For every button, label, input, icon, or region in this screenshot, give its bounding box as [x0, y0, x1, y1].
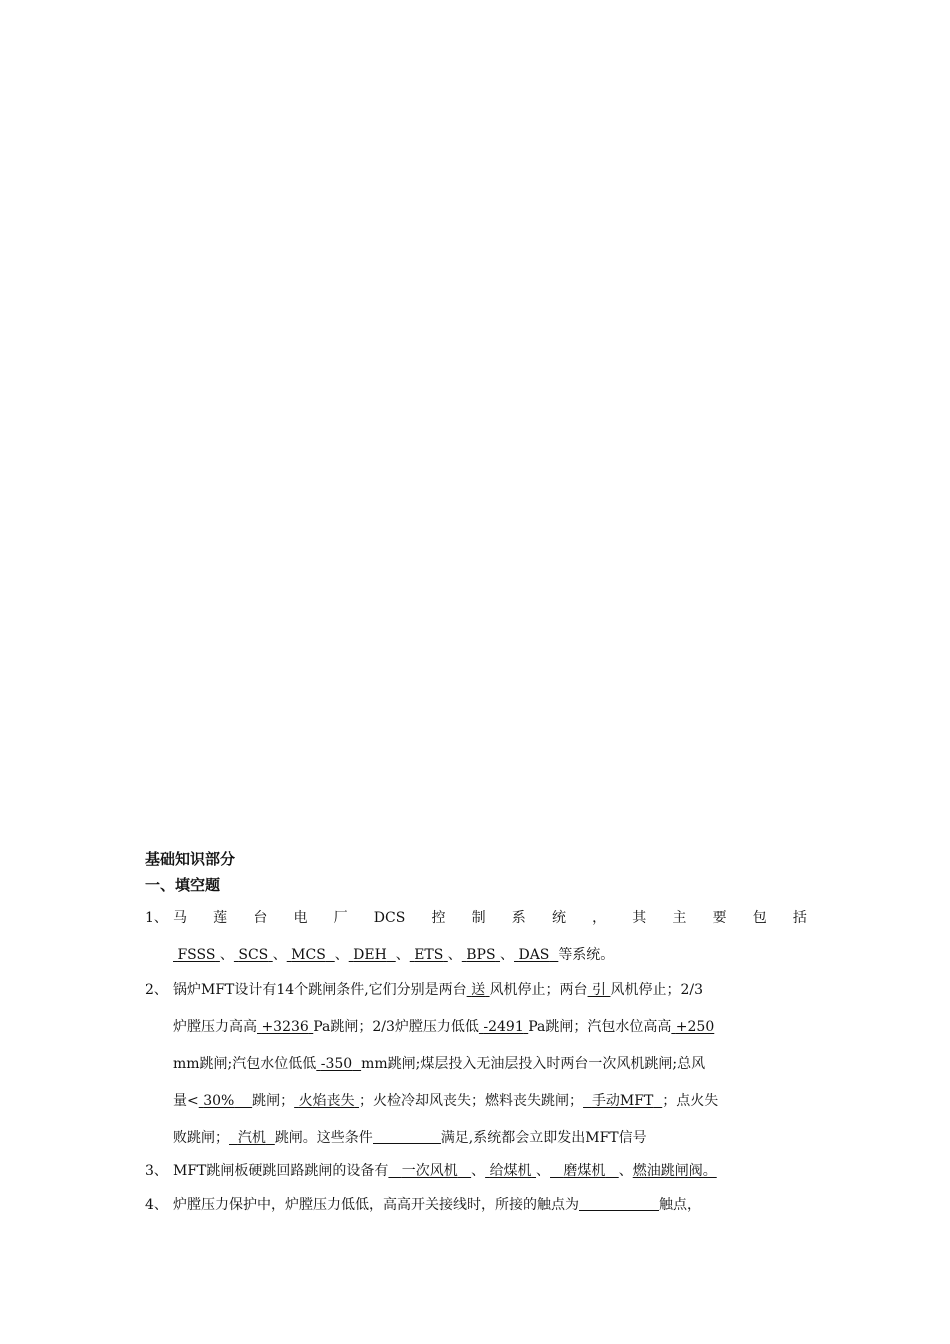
q1-answer-deh: DEH — [353, 947, 387, 963]
q2-line-3: mm跳闸;汽包水位低低 -350 mm跳闸;煤层投入无油层投入时两台一次风机跳闸;总风 — [173, 1056, 706, 1072]
q1-line-1 — [173, 909, 807, 927]
q1-char: 括 — [792, 910, 807, 926]
q3-line: MFT跳闸板硬跳回路跳闸的设备有 一次风机 、 给煤机 、 磨煤机 、燃油跳闸阀。 — [173, 1163, 717, 1179]
q4-number: 4、 — [145, 1197, 168, 1213]
q1-char: 电 — [293, 910, 308, 926]
q2-blank-level-low: -350 — [320, 1056, 353, 1072]
q1-char: 台 — [253, 910, 268, 926]
q1-char: 统 — [551, 910, 566, 926]
q1-char: 主 — [672, 910, 687, 926]
q1-char: ， — [592, 910, 607, 926]
q3-blank-mill: 磨煤机 — [563, 1163, 606, 1179]
q4-line: 炉膛压力保护中，炉膛压力低低，高高开关接线时，所接的触点为 触点， — [173, 1197, 701, 1213]
q2-line-4: 量< 30% 跳闸； 火焰丧失 ；火检冷却风丧失；燃料丧失跳闸； 手动MFT ；点火失 — [173, 1093, 719, 1109]
q2-empty-blank — [373, 1129, 441, 1144]
q1-answer-scs: SCS — [238, 947, 269, 963]
q1-char: 控 — [431, 910, 446, 926]
q2-blank-turbine: 汽机 — [237, 1130, 266, 1146]
q1-answer-das: DAS — [518, 947, 550, 963]
q1-char: DCS — [373, 910, 406, 926]
q1-char: 包 — [752, 910, 767, 926]
q4-empty-blank — [579, 1196, 659, 1211]
q2-blank-pressure-low: -2491 — [483, 1019, 524, 1035]
q1-char: 莲 — [213, 910, 228, 926]
q2-line-5: 败跳闸； 汽机 跳闸。这些条件 满足,系统都会立即发出MFT信号 — [173, 1130, 647, 1146]
q1-char: 要 — [712, 910, 727, 926]
q1-char: 厂 — [333, 910, 348, 926]
q3-number: 3、 — [145, 1163, 168, 1179]
q1-char: 其 — [632, 910, 647, 926]
q3-blank-feeder: 给煤机 — [489, 1163, 532, 1179]
q2-line-1: 锅炉MFT设计有14个跳闸条件,它们分别是两台 送 风机停止；两台 引 风机停止；2/3 — [173, 982, 703, 998]
section-title: 基础知识部分 — [145, 850, 236, 868]
q1-char: 制 — [471, 910, 486, 926]
q2-number: 2、 — [145, 982, 168, 998]
q1-answer-fsss: FSSS — [177, 947, 216, 963]
q3-blank-primary-fan: 一次风机 — [401, 1163, 458, 1179]
q2-blank-flame: 火焰丧失 — [298, 1093, 355, 1109]
section-subtitle: 一、填空题 — [145, 876, 221, 894]
q2-blank-fan-2: 引 — [592, 982, 607, 998]
q1-number: 1、 — [145, 910, 168, 926]
q1-answer-mcs: MCS — [291, 947, 326, 963]
q1-char: 马 — [173, 910, 187, 926]
q2-blank-fan-1: 送 — [471, 982, 486, 998]
q2-blank-level-high: +250 — [675, 1019, 715, 1035]
q2-line-2: 炉膛压力高高 +3236 Pa跳闸；2/3炉膛压力低低 -2491 Pa跳闸；汽包水位高高 +250 — [173, 1019, 715, 1035]
q2-blank-manual-mft: 手动MFT — [591, 1093, 654, 1109]
q3-blank-oil-valve: 燃油跳闸阀。 — [632, 1163, 717, 1179]
q2-blank-airflow: 30% — [203, 1093, 235, 1109]
q1-line-2: FSSS 、 SCS 、 MCS 、 DEH 、 ETS 、 BPS 、 DAS 等系统。 — [173, 946, 614, 964]
q1-char: 系 — [511, 910, 526, 926]
q1-answer-bps: BPS — [466, 947, 496, 963]
q2-blank-pressure-high: +3236 — [261, 1019, 309, 1035]
q1-answer-ets: ETS — [414, 947, 444, 963]
